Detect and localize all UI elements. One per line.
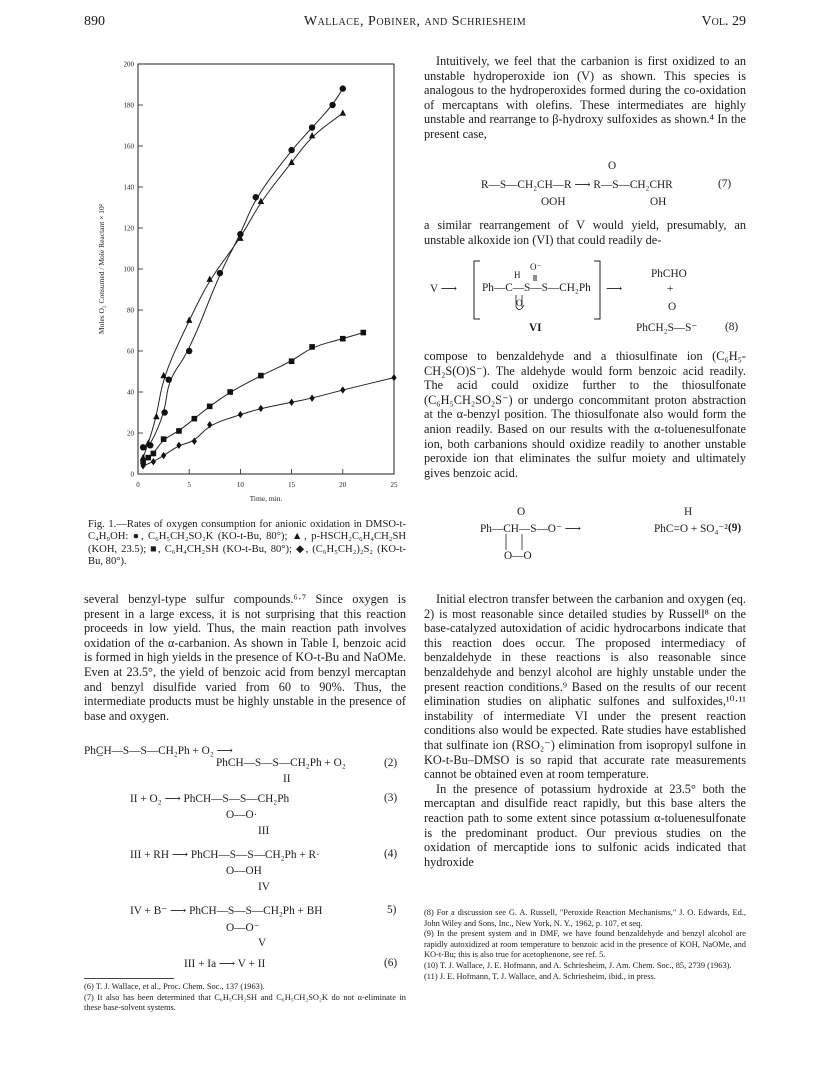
eq2-number: (2) <box>384 757 398 769</box>
data-point-square <box>227 389 233 395</box>
data-point-square <box>161 436 167 442</box>
data-point-diamond <box>289 399 294 406</box>
right-paragraph-3-wrap <box>424 349 746 480</box>
eq5-compound-label: V <box>258 937 267 949</box>
eq5-sub: O—O⁻ <box>226 922 260 934</box>
eq8-h: H <box>514 270 521 280</box>
eq8-intermediate: Ph—C—S—S—CH₂Ph <box>482 282 591 294</box>
eq4-compound-label: IV <box>258 881 270 893</box>
y-tick-label: 140 <box>123 183 134 192</box>
data-point-triangle <box>186 316 192 322</box>
eq3-main: II + O₂ ⟶ PhCH—S—S—CH₂Ph <box>130 793 290 805</box>
data-point-square <box>176 428 182 434</box>
y-tick-label: 100 <box>123 265 134 274</box>
data-point-diamond <box>309 394 314 401</box>
eq8-o-minus: O⁻ <box>530 262 542 272</box>
eq9-ring-drawing <box>496 530 536 554</box>
eq8-arrow: ⟶ <box>606 283 623 295</box>
data-point-diamond <box>161 452 166 459</box>
eq7-top-o: O <box>608 160 617 172</box>
data-point-square <box>192 416 198 422</box>
data-point-circle <box>340 85 346 91</box>
data-point-square <box>151 451 157 457</box>
volume-label: Vol. 29 <box>701 14 746 29</box>
eq8-product-o: O <box>668 301 677 313</box>
figure-1-chart <box>84 54 414 514</box>
y-tick-label: 40 <box>127 388 134 397</box>
eq9-left: Ph—CH—S—O⁻ ⟶ <box>480 523 581 535</box>
footnote-10: (10) T. J. Wallace, J. E. Hofmann, and A. Schriesheim, J. Am. Chem. Soc., 85, 2739 (1963). <box>424 960 732 970</box>
data-point-square <box>309 344 315 350</box>
eq8-reactant: V ⟶ <box>430 283 457 295</box>
eq4-number: (4) <box>384 848 398 860</box>
right-footnotes <box>424 908 746 982</box>
eq8-label: VI <box>529 322 542 334</box>
eq8-o: O <box>516 298 523 308</box>
eq8-plus: + <box>667 283 674 295</box>
eq8-number: (8) <box>725 321 739 333</box>
data-point-square <box>145 455 151 461</box>
data-point-circle <box>161 409 167 415</box>
eq3-compound-label: III <box>258 825 270 837</box>
eq9-number: (9) <box>728 522 742 534</box>
data-point-square <box>340 336 346 342</box>
y-tick-label: 0 <box>130 470 134 479</box>
footnote-8: (8) For a discussion see G. A. Russell, "Peroxide Reaction Mechanisms," J. O. Edwards, Ed., John Wiley and Sons, Inc., New York, N. Y., 1962, p. 107, et seq. <box>424 908 746 928</box>
left-column-text <box>84 592 406 723</box>
figure-label: Fig. 1. <box>88 519 117 530</box>
eq9-top-o: O <box>517 506 526 518</box>
right-paragraphs-4-5 <box>424 592 746 869</box>
series-line-circle <box>143 89 343 448</box>
eq4-main: III + RH ⟶ PhCH—S—S—CH₂Ph + R· <box>130 849 320 861</box>
data-point-circle <box>140 444 146 450</box>
footnote-9: (9) In the present system and in DMF, we have found benzaldehyde and benzyl alcohol are rapidly autoxidized at room temperature to benzoic acid in the presence of KOH, NaOMe, and KO-t-Bu; this is also true for acetophenone, see ref. 5. <box>424 929 746 960</box>
right-paragraph-4: Initial electron transfer between the carbanion and oxygen (eq. 2) is most reasonable since detailed studies by Russell⁸ on the base-catalyzed autoxidation of acidic hydrocarbons indicate that this reaction does occur. The proposed intermediacy of benzaldehyde in these reactions is also reasonable since benzaldehyde and benzyl alcohol are highly unstable under the present reaction conditions.⁹ Based on the results of our recent elimination studies on aliphatic sulfones and sulfoxides,¹⁰·¹¹ instability of intermediate VI under the present reaction conditions also would be expected. Rate studies have established that sulfinate ion (RSO₂⁻) elimination from isopropyl sulfone in KO-t-Bu–DMSO is so rapid that accurate rate measurements cannot be obtained even at room temperature. <box>424 592 746 782</box>
figure-caption-text: —Rates of oxygen consumption for anionic oxidation in DMSO-t-C₄H₉OH: ●, C₆H₅CH₂SO₂K (KO-t-Bu, 80°); ▲, p-HSCH₂C₆H₄CH₂SH (KOH, 23.5); ■, C₆H₄CH₂SH (KO-t-Bu, 80°); ◆, (C₆H₅CH₂)₂S₂ (KO-t-Bu, 80°). <box>88 519 406 568</box>
right-paragraph-2: a similar rearrangement of V would yield, presumably, an unstable alkoxide ion (VI) that could readily de- <box>424 218 746 247</box>
data-point-square <box>360 330 366 336</box>
data-point-diamond <box>238 411 243 418</box>
right-paragraph-3: compose to benzaldehyde and a thiosulfinate ion (C₆H₅-CH₂S(O)S⁻). The aldehyde would form benzoic acid readily. The acid could oxidize further to the thiosulfonate (C₆H₅CH₂SO₂S⁻) or undergo concommitant proton abstraction at the α-benzyl position. The thiosulfonate also would form the anion readily. Based on our results with the α-toluenesulfonate ion, both carbanions should oxidize readily to another unstable peroxide ion that eliminates the sulfur moiety and ultimately gives benzoic acid. <box>424 349 746 480</box>
left-footnotes <box>84 982 406 1014</box>
data-point-circle <box>288 147 294 153</box>
eq5-main: IV + B⁻ ⟶ PhCH—S—S—CH₂Ph + BH <box>130 905 323 917</box>
data-point-square <box>258 373 264 379</box>
x-tick-label: 5 <box>187 481 191 489</box>
data-point-diamond <box>151 458 156 465</box>
plot-area <box>97 61 398 504</box>
eq2-compound-label: II <box>283 773 291 785</box>
data-point-triangle <box>153 413 159 419</box>
eq7-sub-left: OOH <box>541 196 566 208</box>
data-point-diamond <box>391 374 396 381</box>
data-point-diamond <box>176 442 181 449</box>
data-point-circle <box>253 194 259 200</box>
right-paragraph-2-wrap <box>424 218 746 247</box>
page-number: 890 <box>84 14 105 29</box>
x-tick-label: 15 <box>288 481 296 489</box>
eq4-sub: O—OH <box>226 865 262 877</box>
data-point-circle <box>329 102 335 108</box>
data-point-circle <box>309 124 315 130</box>
data-point-triangle <box>340 109 346 115</box>
x-tick-label: 20 <box>339 481 347 489</box>
footnote-7: (7) It also has been determined that C₆H₅CH₂SH and C₆H₅CH₂SO₂K do not α-eliminate in these base-solvent systems. <box>84 992 406 1013</box>
footnote-11: (11) J. E. Hofmann, T. J. Wallace, and A. Schriesheim, ibid., in press. <box>424 971 656 981</box>
eq8-product-2: PhCH₂S—S⁻ <box>636 322 698 334</box>
plot-frame <box>138 64 394 474</box>
eq8-product-1: PhCHO <box>651 268 687 280</box>
y-tick-label: 60 <box>127 347 134 356</box>
y-tick-label: 20 <box>127 429 134 438</box>
eq6-number: (6) <box>384 957 398 969</box>
footnote-6: (6) T. J. Wallace, et al., Proc. Chem. Soc., 137 (1963). <box>84 982 265 991</box>
eq3-number: (3) <box>384 792 398 804</box>
data-point-circle <box>186 348 192 354</box>
eq7-sub-right: OH <box>650 196 667 208</box>
data-point-square <box>289 358 295 364</box>
y-tick-label: 180 <box>123 101 134 110</box>
series-line-square <box>143 333 363 462</box>
data-point-circle <box>166 377 172 383</box>
right-paragraph-1: Intuitively, we feel that the carbanion is first oxidized to an unstable hydroperoxide ion (V) as shown. This species is analogous to the hydroperoxides formed during the co-oxidation of mercaptans with olefins. These intermediates are highly unstable and rearrange to β-hydroxy sulfoxides as shown.⁴ In the present case, <box>424 54 746 141</box>
series-line-diamond <box>143 378 394 466</box>
x-tick-label: 0 <box>136 481 140 489</box>
right-paragraph-5: In the presence of potassium hydroxide at 23.5° both the mercaptan and disulfide react rapidly, but this base alters the reaction path to some extent since potassium α-toluenesulfonate is the predominant product. Our previous studies on the oxidation of mercaptide ions to sulfonic acids indicated that hydroxide <box>424 781 746 869</box>
y-axis-label: Moles O₂ Consumed / Mole Reactant × 10² <box>97 203 106 335</box>
y-tick-label: 160 <box>123 142 134 151</box>
eq2-right: PhCH—S—S—CH₂Ph + O₂ <box>216 757 346 769</box>
eq3-sub: O—O· <box>226 809 258 821</box>
data-point-circle <box>217 270 223 276</box>
running-title: Wallace, Pobiner, and Schriesheim <box>303 14 527 29</box>
eq6-main: III + Ia ⟶ V + II <box>184 958 266 970</box>
eq7-main: R—S—CH₂CH—R ⟶ R—S—CH₂CHR <box>481 179 673 191</box>
data-point-diamond <box>258 405 263 412</box>
x-tick-label: 25 <box>390 481 398 489</box>
x-axis-label: Time, min. <box>249 494 283 503</box>
data-point-square <box>207 404 213 410</box>
eq5-number: 5) <box>387 904 397 916</box>
y-tick-label: 120 <box>123 224 134 233</box>
eq9-h: H <box>684 506 693 518</box>
eq9-right: PhC=O + SO₄⁻² <box>654 523 728 535</box>
eq9-bottom: O—O <box>504 550 532 562</box>
x-tick-label: 10 <box>236 481 244 489</box>
figure-caption <box>88 519 406 569</box>
y-tick-label: 200 <box>123 60 134 69</box>
footnote-rule-left <box>84 978 174 979</box>
data-point-diamond <box>340 386 345 393</box>
right-paragraph-1-wrap <box>424 54 746 142</box>
running-header <box>84 14 746 36</box>
eq7-number: (7) <box>718 178 732 190</box>
left-paragraph-1: several benzyl-type sulfur compounds.⁶·⁷ Since oxygen is present in a large excess, it is not surprising that this reaction proceeds in low yield. Thus, the main reaction path involves oxidation of the α-carbanion. As shown in Table I, benzoic acid is formed in high yields in the presence of KO-t-Bu and NaOMe. Even at 23.5°, the yield of benzoic acid from benzyl mercaptan and benzyl disulfide varied from 60 to 90%. Thus, the intermediate products must be highly unstable in the presence of base and oxygen. <box>84 592 406 723</box>
y-tick-label: 80 <box>127 306 134 315</box>
eq2-left: PhC̲H—S—S—CH₂Ph + O₂ ⟶ <box>84 745 233 757</box>
series-line-triangle <box>143 113 343 457</box>
